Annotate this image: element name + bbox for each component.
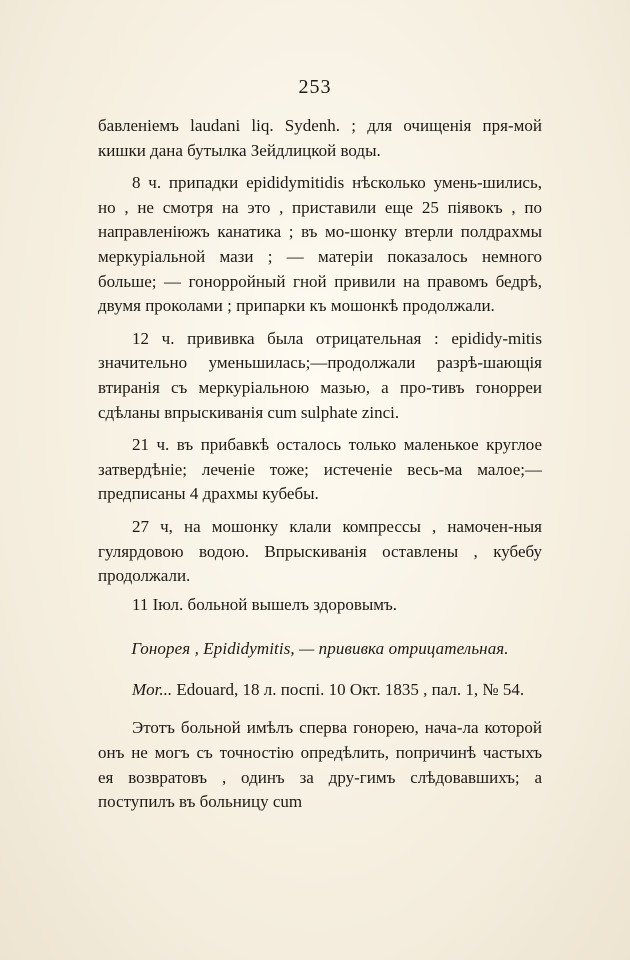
paragraph-day-12: 12 ч. прививка была отрицательная : epididy-mitis значительно уменьшилась;—продолжали разрѣ-шающія втиранія съ меркуріальною мазью, а про-тивъ гонорреи сдѣланы впрыскиванія cum sulphate zinci. xyxy=(98,328,542,422)
paragraph-case-history: Этотъ больной имѣлъ сперва гонорею, нача-ла которой онъ не могъ съ точностію опредѣлить, попричинѣ частыхъ ея возвратовъ , одинъ за дру-гимъ слѣдовавшихъ; а поступилъ въ больницу cum xyxy=(98,718,542,812)
paragraph-day-21: 21 ч. въ прибавкѣ осталось только маленькое круглое затвердѣніе; леченіе тоже; истеченіе весь-ма малое;—предписаны 4 драхмы кубебы. xyxy=(98,435,542,504)
case-meta xyxy=(98,678,542,703)
patient-name: Mor... xyxy=(132,679,177,699)
paragraph-continuation: бавленіемъ laudani liq. Sydenh. ; для очищенія пря-мой кишки дана бутылка Зейдлицкой воды. xyxy=(98,116,542,160)
case-heading: Гонорея , Epididymitis, — прививка отрицательная. xyxy=(131,639,509,659)
case-details: Edouard, 18 л. поспі. 10 Окт. 1835 , пал. 1, № 54. xyxy=(176,679,525,699)
page-number: 253 xyxy=(298,76,332,98)
paragraph-day-27: 27 ч, на мошонку клали компрессы , намочен-ныя гулярдовою водою. Впрыскиванія оставлены , кубебу продолжали. xyxy=(98,516,542,586)
page-body xyxy=(98,114,542,815)
paragraph-day-8: 8 ч. припадки epididymitidis нѣсколько умень-шились, но , не смотря на это , приставили еще 25 піявокъ , по направленіюжъ канатика ; въ мо-шонку втерли полдрахмы меркуріальной мази ; — матеріи показалось немного больше; — гонорройный гной привили на правомъ бедрѣ, двумя проколами ; припарки къ мошонкѣ продолжали. xyxy=(98,173,542,316)
paragraph-july-11: 11 Іюл. больной вышелъ здоровымъ. xyxy=(132,594,398,614)
